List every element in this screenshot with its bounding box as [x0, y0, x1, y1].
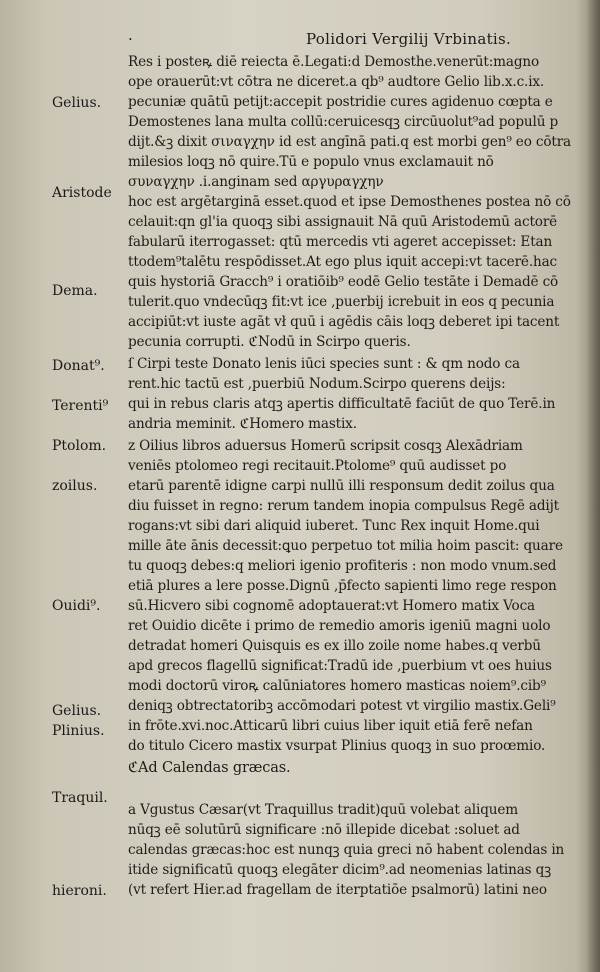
text-line: fabularū iterrogasset: qtū mercedis vti ageret accepisset: Etan: [128, 234, 553, 250]
text-line: ttodem⁹talētu respōdisset.At ego plus iquit accepi:vt tacerē.hac: [128, 254, 558, 270]
section-heading: ℭAd Calendas græcas.: [128, 760, 291, 776]
text-line: Demostenes lana multa collū:ceruicesqꝫ circūuolut⁹ad populū p: [128, 114, 559, 130]
text-line: calendas græcas:hoc est nunqꝫ quia greci nō habent colendas in: [128, 842, 565, 858]
text-line: andria meminit. ℭHomero mastix.: [128, 416, 357, 432]
text-line: Res i posteꝶ diē reiecta ē.Legati:d Demosthe.venerūt:magno: [128, 54, 540, 70]
text-line: rogans:vt sibi dari aliquid iuberet. Tunc Rex inquit Home.qui: [128, 518, 540, 534]
main-text: [128, 52, 592, 972]
margin-notes: [0, 0, 125, 972]
margin-note: Gelius.: [52, 95, 102, 111]
text-line: modi doctorū viroꝶ calūniatores homero masticas noiem⁹.cib⁹: [128, 678, 546, 694]
text-line: pecuniæ quātū petijt:accepit postridie cures agidenuo cœpta e: [128, 94, 553, 110]
margin-note: Traquil.: [52, 790, 108, 806]
text-line: qui in rebus claris atqꝫ apertis difficultatē faciūt de quo Terē.in: [128, 396, 556, 412]
text-line: detradat homeri Quisquis es ex illo zoile nome habes.q verbū: [128, 638, 541, 654]
text-line: rent.hic tactū est ,puerbiū Nodum.Scirpo querens deijs:: [128, 376, 506, 392]
text-line: accipiūt:vt iuste agāt vł quū i agēdis cāis loqꝫ deberet ipi tacent: [128, 314, 560, 330]
text-line: diu fuisset in regno: rerum tandem inopia compulsus Regē adijt: [128, 498, 559, 514]
margin-note: Aristode: [52, 185, 112, 201]
text-line: etarū parentē idigne carpi nullū illi responsum dedit zoilus qua: [128, 478, 555, 494]
text-line: pecunia corrupti. ℭNodū in Scirpo queris.: [128, 334, 411, 350]
text-line: mille āte ānis decessit:ꝗuo perpetuo tot milia hoim pascit: quare: [128, 538, 563, 554]
margin-note: Ptolom.: [52, 438, 107, 454]
text-line: ret Ouidio dicēte i primo de remedio amoris igeniū magni uolo: [128, 618, 551, 634]
margin-note: Plinius.: [52, 723, 105, 739]
text-line: ope orauerūt:vt cōtra ne diceret.a qb⁹ audtore Gelio lib.x.c.ix.: [128, 74, 545, 90]
text-line: dijt.&ꝫ dixit σιναγχην id est angīnā pati.q est morbi gen⁹ eo cōtra: [128, 134, 572, 150]
text-line: milesios loqꝫ nō quire.Tū e populo vnus exclamauit nō: [128, 154, 494, 170]
text-line: nūqꝫ eē solutūrū significare :nō illepide dicebat :soluet ad: [128, 822, 520, 838]
header-marker: ·: [128, 30, 134, 48]
margin-note: Ouidi⁹.: [52, 598, 101, 614]
text-line: in frōte.xvi.noc.Atticarū libri cuius liber iquit etiā ferē nefan: [128, 718, 533, 734]
text-line: ſ Cirpi teste Donato lenis iūci species sunt : & qm nodo ca: [128, 356, 520, 372]
text-line: apd grecos flagellū significat:Tradū ide ,puerbium vt oes huius: [128, 658, 552, 674]
text-line: a Vgustus Cæsar(vt Traquillus tradit)quū volebat aliquem: [128, 802, 518, 818]
text-line: sū.Hicvero sibi cognomē adoptauerat:vt Homero matix Voca: [128, 598, 535, 614]
margin-note: zoilus.: [52, 478, 98, 494]
text-line: do titulo Cicero mastix vsurpat Plinius quoqꝫ in suo proœmio.: [128, 738, 546, 754]
text-line: veniēs ptolomeo regi recitauit.Ptolome⁹ quū audisset po: [128, 458, 507, 474]
text-line: z Oilius libros aduersus Homerū scripsit cosqꝫ Alexādriam: [128, 438, 523, 454]
margin-note: Terenti⁹: [52, 398, 109, 414]
text-line: hoc est argētarginā esset.quod et ipse Demosthenes postea nō cō: [128, 194, 571, 210]
text-line: tu quoqꝫ debes:q meliori igenio profiteris : non modo vnum.sed: [128, 558, 557, 574]
text-line: deniqꝫ obtrectatoribꝫ accōmodari potest vt virgilio mastix.Geli⁹: [128, 698, 556, 714]
text-line: celauit:qn gl'ia quoqꝫ sibi assignauit Nā quū Aristodemū actorē: [128, 214, 558, 230]
margin-note: Gelius.: [52, 703, 102, 719]
text-line: itide significatū quoqꝫ elegāter dicim⁹.ad neomenias latinas qꝫ: [128, 862, 552, 878]
margin-note: Donat⁹.: [52, 358, 105, 374]
page-title: Polidori Vergilij Vrbinatis.: [306, 30, 512, 48]
text-line: συναγχην .i.anginam sed αργυραγχην: [128, 174, 384, 190]
text-line: (vt refert Hier.ad fragellam de iterptatiōe psalmorū) latini neo: [128, 882, 547, 898]
text-line: quis hystoriā Gracch⁹ i oratiōib⁹ eodē Gelio testāte i Demadē cō: [128, 274, 559, 290]
margin-note: Dema.: [52, 283, 98, 299]
text-line: etiā plures a lere posse.Dignū ,p̄fecto sapienti limo rege respon: [128, 578, 557, 594]
text-line: tulerit.quo vndecūqꝫ fit:vt ice ,puerbij icrebuit in eos q pecunia: [128, 294, 555, 310]
margin-note: hieroni.: [52, 883, 107, 899]
